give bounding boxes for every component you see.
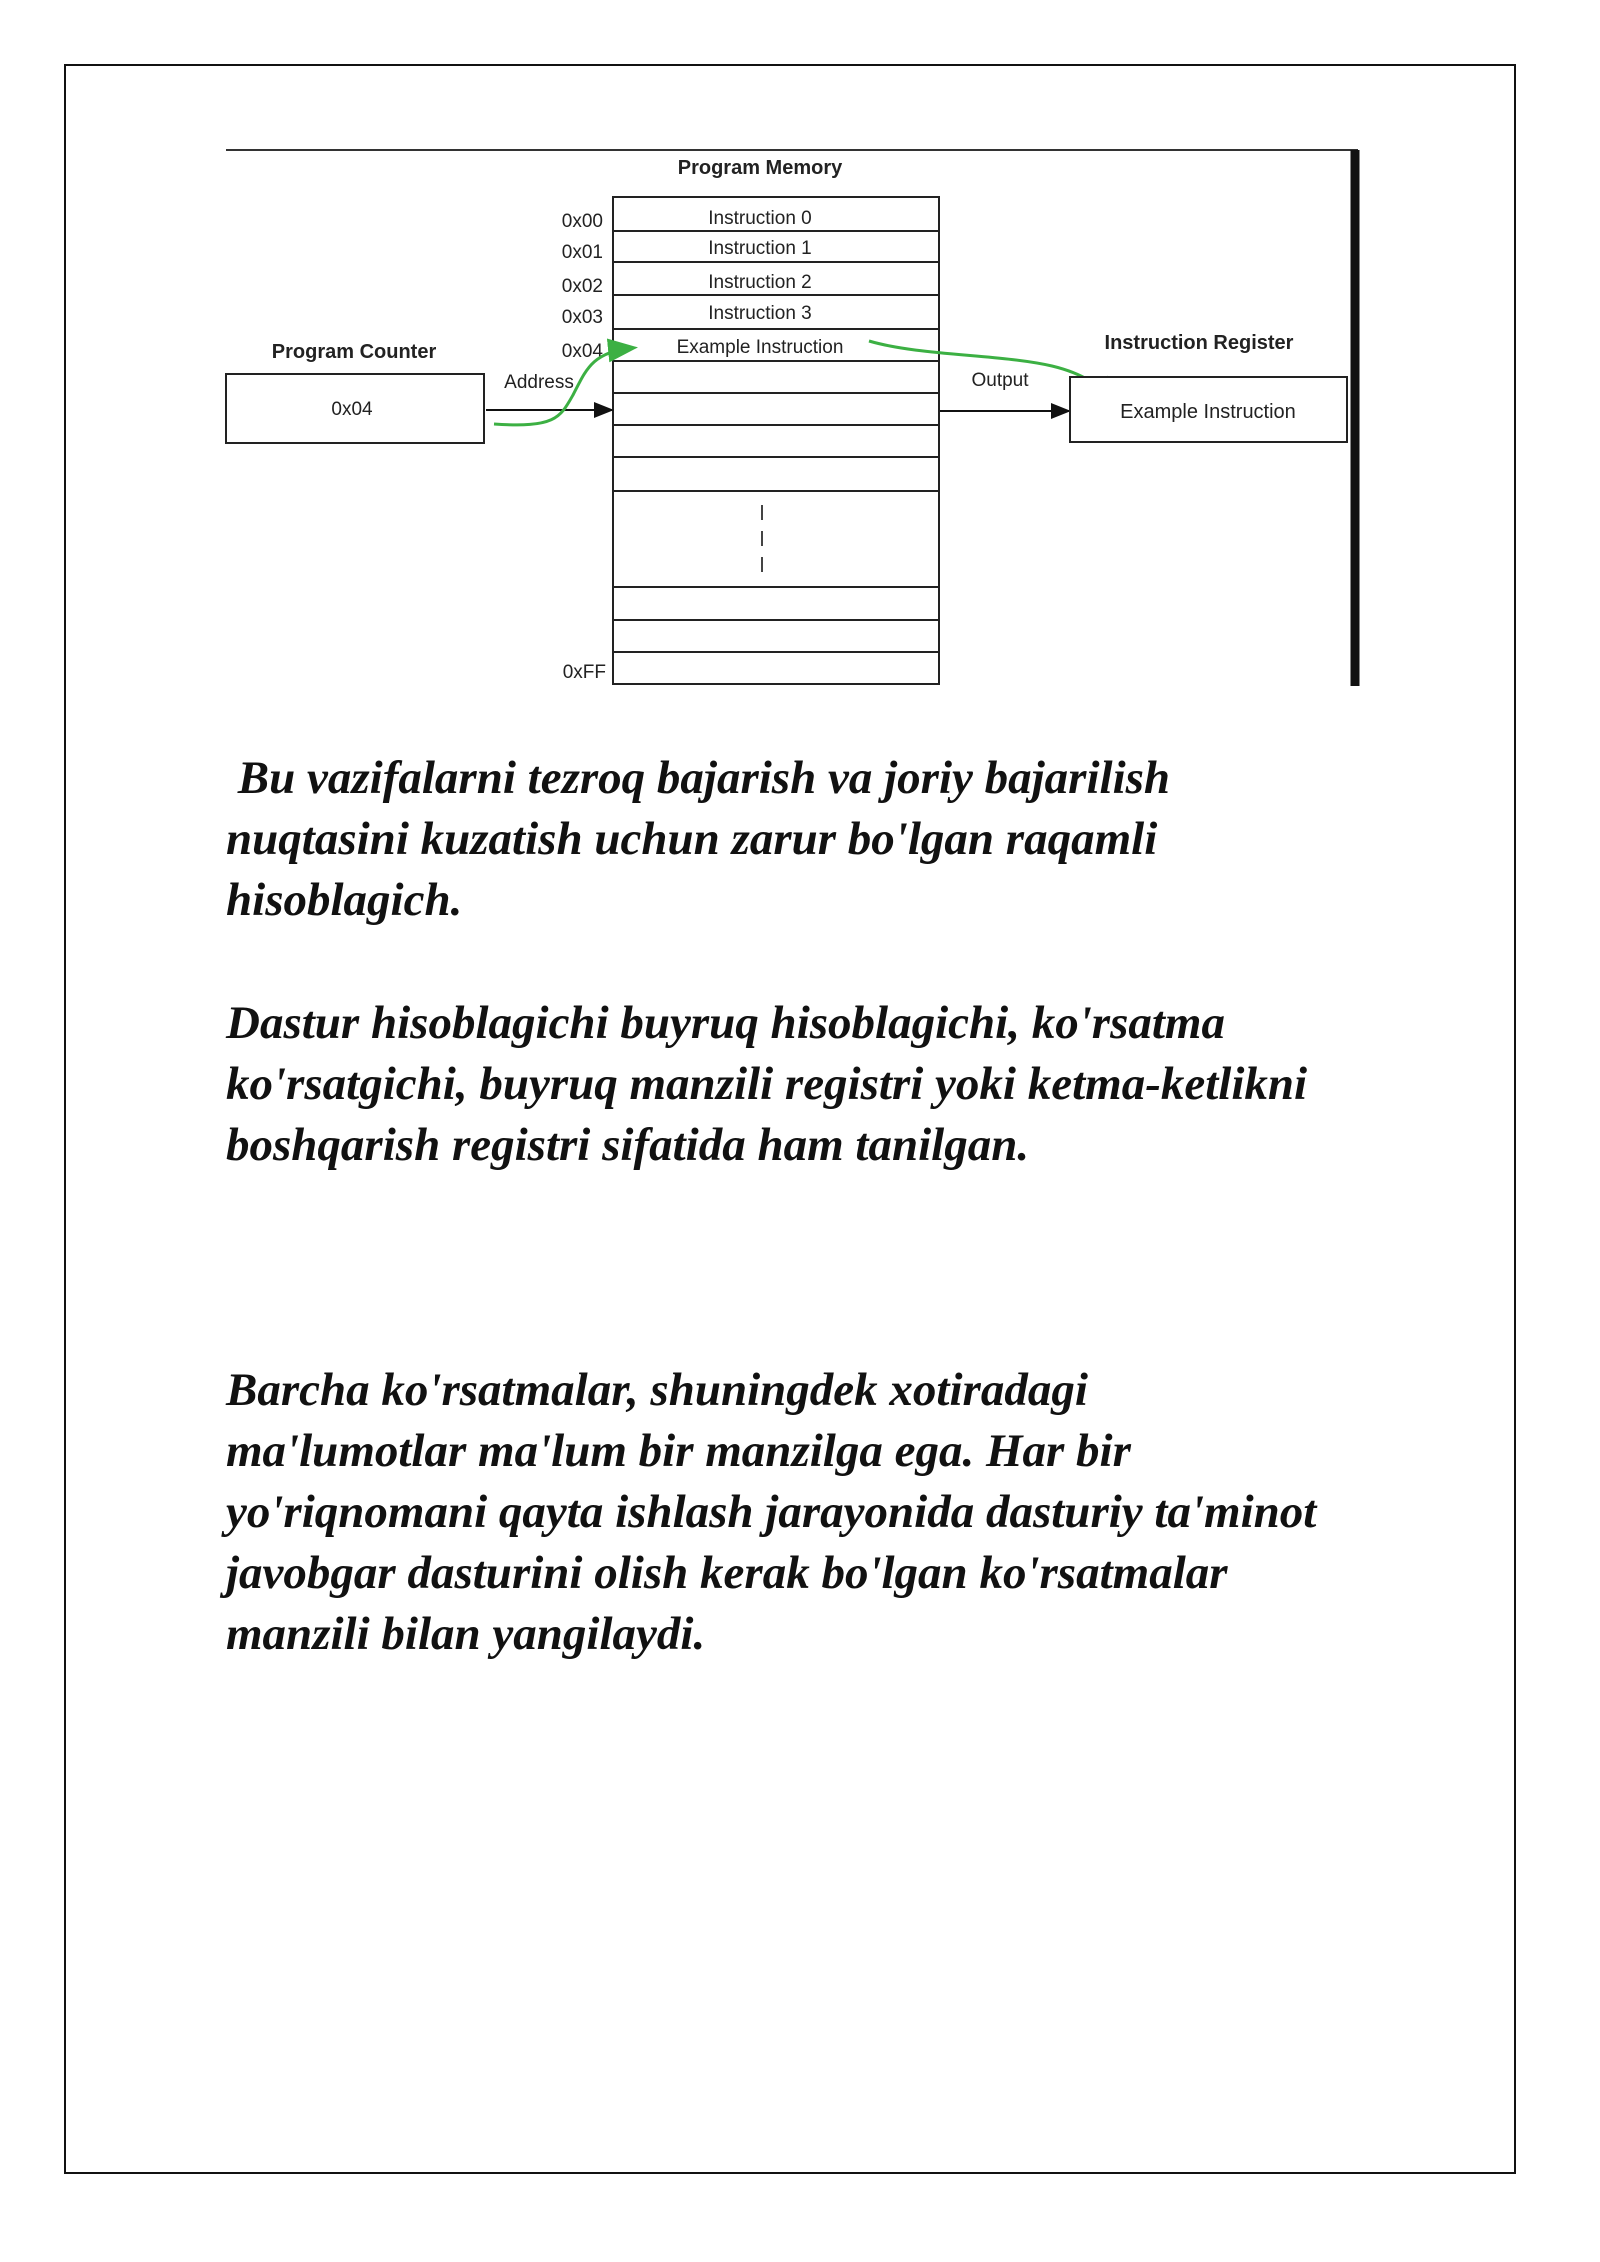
address-0x03: 0x03	[561, 307, 603, 328]
paragraph-line: Barcha ko'rsatmalar, shuningdek xotiradagi	[226, 1364, 1088, 1416]
memory-title: Program Memory	[677, 157, 843, 179]
program-counter-title: Program Counter	[271, 341, 437, 363]
program-counter-diagram	[0, 0, 1600, 720]
address-label: Address	[504, 372, 574, 393]
memory-row-instruction-2: Instruction 2	[708, 272, 812, 293]
paragraph-line: hisoblagich.	[226, 874, 463, 926]
paragraph-line: manzili bilan yangilaydi.	[226, 1608, 706, 1660]
memory-row-example-instruction: Example Instruction	[676, 337, 844, 358]
address-0xff: 0xFF	[562, 662, 606, 683]
instruction-register-title: Instruction Register	[1104, 332, 1294, 354]
address-0x01: 0x01	[561, 242, 603, 263]
paragraph-line: Dastur hisoblagichi buyruq hisoblagichi, ko'rsatma	[226, 997, 1225, 1049]
paragraph-line: nuqtasini kuzatish uchun zarur bo'lgan raqamli	[226, 813, 1158, 865]
output-label: Output	[971, 370, 1029, 391]
paragraph-2	[226, 993, 1486, 1176]
program-counter-value: 0x04	[331, 399, 373, 420]
paragraph-line: yo'riqnomani qayta ishlash jarayonida dasturiy ta'minot	[226, 1486, 1317, 1538]
paragraph-3	[226, 1360, 1486, 1665]
address-0x04: 0x04	[561, 341, 603, 362]
paragraph-1	[226, 748, 1486, 931]
memory-row-instruction-0: Instruction 0	[708, 208, 812, 229]
paragraph-line: ko'rsatgichi, buyruq manzili registri yoki ketma-ketlikni	[226, 1058, 1308, 1110]
memory-row-instruction-3: Instruction 3	[708, 303, 812, 324]
instruction-register-value: Example Instruction	[1120, 401, 1296, 423]
memory-block	[613, 197, 939, 684]
paragraph-line: Bu vazifalarni tezroq bajarish va joriy bajarilish	[226, 752, 1171, 804]
address-0x00: 0x00	[561, 211, 603, 232]
paragraph-line: boshqarish registri sifatida ham tanilgan.	[226, 1119, 1030, 1171]
paragraph-line: ma'lumotlar ma'lum bir manzilga ega. Har bir	[226, 1425, 1131, 1477]
address-0x02: 0x02	[561, 276, 603, 297]
memory-row-instruction-1: Instruction 1	[708, 238, 812, 259]
paragraph-line: javobgar dasturini olish kerak bo'lgan ko'rsatmalar	[226, 1547, 1228, 1599]
